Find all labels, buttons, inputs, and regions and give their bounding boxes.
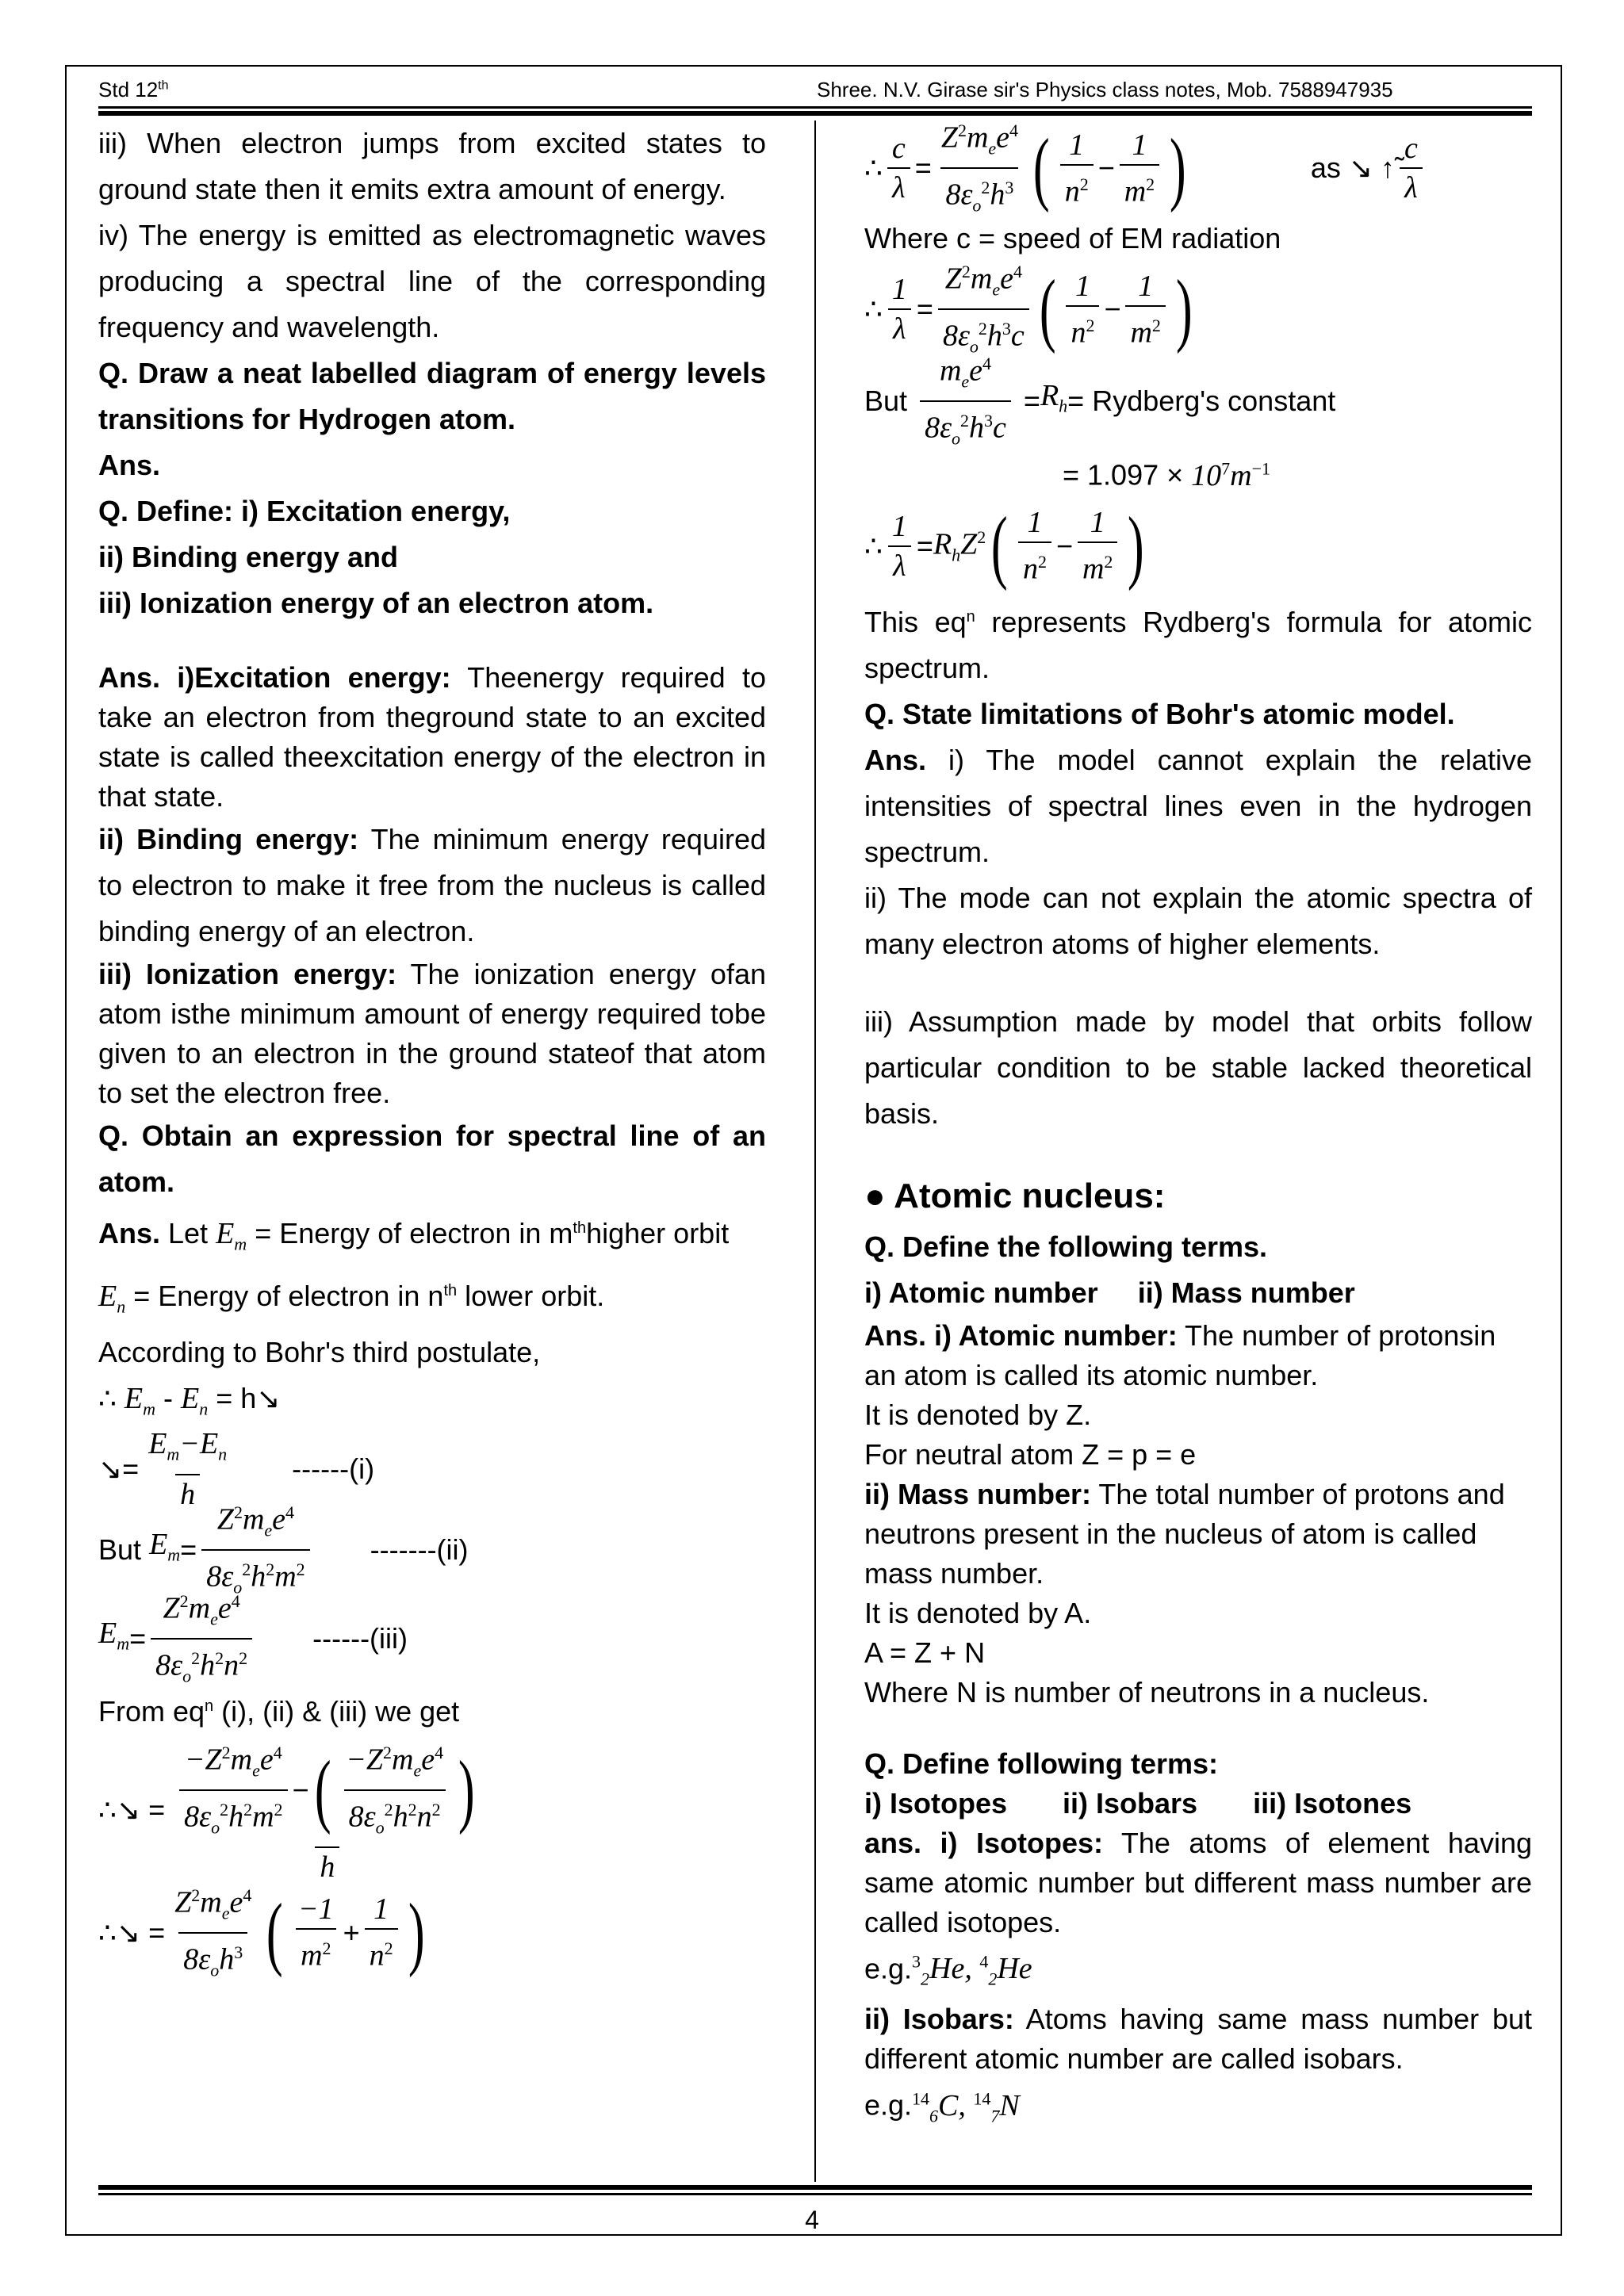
simplified-eq: ∴↘ = $\frac{Z^2m_ee^4}{8\varepsilon_oh^3}$ ( $\frac{-1}{m^2}$ + $\frac{1}{n^2}$ ): [98, 1885, 766, 1980]
limitation-ii: ii) The mode can not explain the atomic spectra of many electron atoms of higher elements.: [864, 881, 1532, 960]
limitation-i: Ans. i) The model cannot explain the relative intensities of spectral lines even in the hydrogen spectrum.: [864, 743, 1532, 868]
rydberg-def: But $\frac{m_ee^4}{8\varepsilon_o^2h^3c}$ = $R_h$ = Rydberg's constant: [864, 357, 1532, 446]
from-eq: From $eq^n$ (i), (ii) & (iii) we get: [98, 1694, 460, 1728]
mass-number-def: ii) Mass number: The total number of protons and neutrons present in the nucleus of atom is called mass number.: [864, 1477, 1505, 1590]
question-following-items: i) Isotopes ii) Isobars iii) Isotones: [864, 1786, 1412, 1820]
page-number: 4: [805, 2206, 819, 2234]
header-rule-thick: [98, 111, 1532, 116]
question-define-3: iii) Ionization energy of an electron atom.: [98, 587, 654, 619]
en-definition: $E_n$ = Energy of electron in $n^{th}$ lower orbit.: [98, 1279, 605, 1317]
question-spectral: Q. Obtain an expression for spectral line of an atom.: [98, 1119, 766, 1198]
answer-label: Ans.: [98, 449, 161, 481]
question-terms-items: i) Atomic number ii) Mass number: [864, 1276, 1355, 1309]
frequency-eq: ↘= $\frac{E_m-E_n}{h}$ ------(i): [98, 1433, 766, 1506]
question-following: Q. Define following terms:: [864, 1747, 1219, 1780]
left-column: [98, 121, 766, 1980]
neutral-atom: For neutral atom Z = p = e: [864, 1437, 1197, 1471]
nucleus-heading: ● Atomic nucleus:: [864, 1176, 1166, 1215]
header-std: Std 12th: [98, 78, 169, 101]
em-eq: But $E_m$ = $\frac{Z^2m_ee^4}{8\varepsilon_o^2h^2m^2}$ -------(ii): [98, 1506, 766, 1594]
header-rule: [98, 106, 1532, 109]
ionization-definition: iii) Ionization energy: The ionization energy ofan atom isthe minimum amount of energy required tobe given to an electron in the ground stateof that atom to set the electron free.: [98, 958, 766, 1109]
question-diagram: Q. Draw a neat labelled diagram of energy levels transitions for Hydrogen atom.: [98, 357, 766, 435]
question-limitations: Q. State limitations of Bohr's atomic model.: [864, 697, 1455, 730]
binding-definition: ii) Binding energy: The minimum energy required to electron to make it free from the nucleus is called binding energy of an electron.: [98, 823, 766, 947]
energy-difference-eq: ∴ $E_m - E_n$ = h↘: [98, 1382, 281, 1419]
question-terms: Q. Define the following terms.: [864, 1230, 1268, 1263]
denoted-z: It is denoted by Z.: [864, 1398, 1092, 1431]
where-c: Where c = speed of EM radiation: [864, 222, 1281, 254]
where-n: Where N is number of neutrons in a nucleus.: [864, 1675, 1430, 1709]
rydberg-statement: This $eq^n$ represents Rydberg's formula for atomic spectrum.: [864, 605, 1532, 684]
rydberg-value: = $1.097 \times 10^7m^{-1}$: [1063, 458, 1271, 492]
a-equation: A = Z + N: [864, 1636, 986, 1669]
isotopes-example: e.g.$^3_2$He, $^4_2$He: [864, 1951, 1032, 1989]
isotopes-def: ans. i) Isotopes: The atoms of element having same atomic number but different mass number are called isotopes.: [864, 1826, 1532, 1938]
footer-rule: [98, 2193, 1532, 2195]
right-column: [864, 121, 1532, 2136]
isobars-def: ii) Isobars: Atoms having same mass number but different atomic number are called isobars.: [864, 2002, 1533, 2075]
limitation-iii: iii) Assumption made by model that orbits follow particular condition to be stable lacked theoretical basis.: [864, 1004, 1532, 1130]
rydberg-formula: ∴ $\frac{1}{\lambda}$ = $R_hZ^2$ ( $\frac{1}{n^2}$ − $\frac{1}{m^2}$ ): [864, 499, 1145, 591]
footer-rule-thick: [98, 2185, 1532, 2190]
isobars-example: e.g.$^{14}_6$C, $^{14}_7$N: [864, 2087, 1020, 2126]
point-iv: iv) The energy is emitted as electromagnetic waves producing a spectral line of the corresponding frequency and wavelength.: [98, 219, 766, 343]
combined-eq: ∴↘ = $\frac{-Z^2m_ee^4}{8\varepsilon_o^2h^2m^2}$ − ( $\frac{-Z^2m_ee^4}{8\varepsilon_o^2h^2n^2}$ ) h: [98, 1735, 766, 1885]
c-lambda-eq: ∴ $\frac{c}{\lambda}$ = $\frac{Z^2m_ee^4}{8\varepsilon_o^2h^3}$ ( $\frac{1}{n^2}$ − $\frac{1}{m^2}$ ) as ↘ ↑̃ $\frac{c}{\lambda}$: [864, 121, 1532, 216]
header-title: Shree. N.V. Girase sir's Physics class notes, Mob. 7588947935: [817, 78, 1393, 101]
question-define-2: ii) Binding energy and: [98, 541, 399, 573]
denoted-a: It is denoted by A.: [864, 1596, 1092, 1629]
en-eq: $E_m$ = $\frac{Z^2m_ee^4}{8\varepsilon_o^2h^2n^2}$ ------(iii): [98, 1594, 766, 1683]
question-define: Q. Define: i) Excitation energy,: [98, 495, 511, 527]
inverse-lambda-eq: ∴ $\frac{1}{\lambda}$ = $\frac{Z^2m_ee^4}{8\varepsilon_o^2h^3c}$ ( $\frac{1}{n^2}$ − $\frac{1}{m^2}$ ): [864, 262, 1532, 357]
column-divider: [814, 121, 816, 2182]
bohr-postulate: According to Bohr's third postulate,: [98, 1336, 541, 1369]
atomic-number-def: Ans. i) Atomic number: The number of protonsin an atom is called its atomic number.: [864, 1318, 1496, 1391]
excitation-definition: Ans. i)Excitation energy: Theenergy required to take an electron from theground state to an excited state is called theexcitation energy of the electron in that state.: [98, 661, 766, 813]
point-iii: iii) When electron jumps from excited states to ground state then it emits extra amount of energy.: [98, 127, 766, 205]
em-definition: Ans. Let $E_m$ = Energy of electron in $m^{th}higher$ orbit: [98, 1217, 730, 1254]
